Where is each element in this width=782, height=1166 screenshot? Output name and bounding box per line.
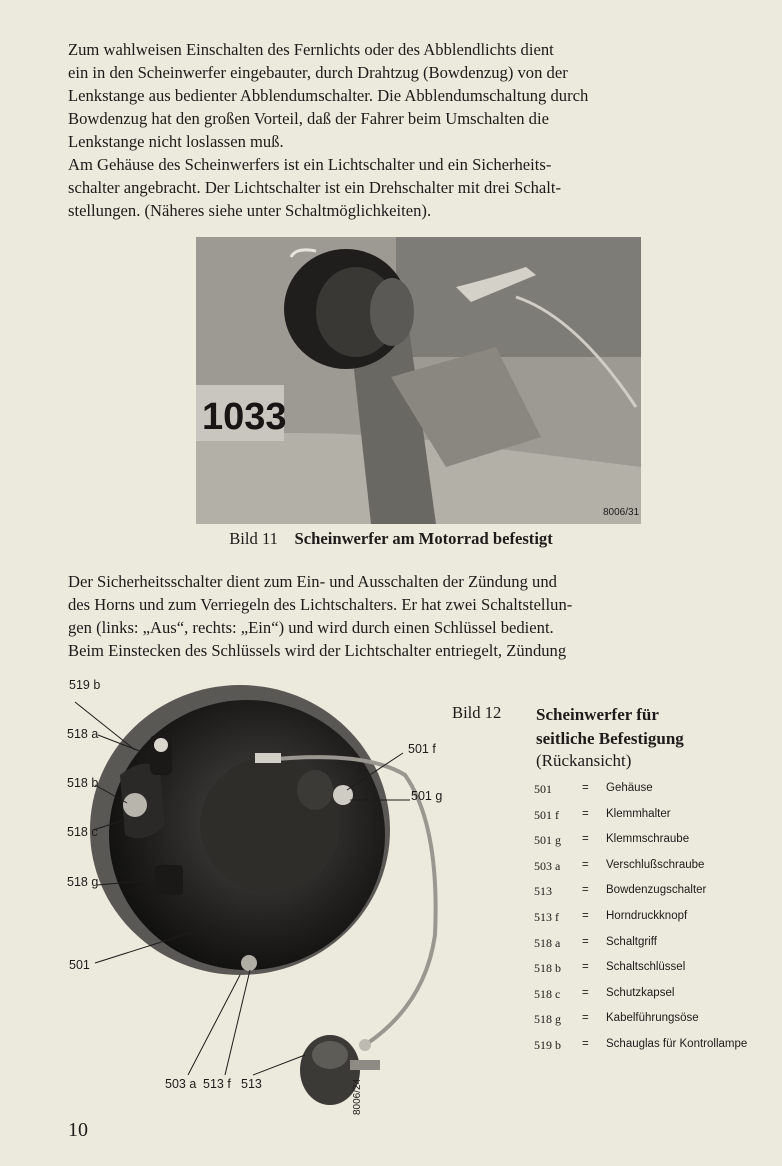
legend-code: 501 f [534,807,559,822]
figure-code: 8006/31 [603,507,640,518]
legend-equals: = [582,935,589,948]
text-line: Bowdenzug hat den großen Vorteil, daß der Fahrer beim Umschalten die [68,109,549,128]
legend-description: Klemmhalter [606,807,671,820]
text-line: Lenkstange nicht loslassen muß. [68,132,284,151]
legend-description: Verschlußschraube [606,858,705,871]
paragraph-abblendumschalter [68,38,748,153]
text-line: gen (links: „Aus“, rechts: „Ein“) und wird durch einen Schlüssel bedient. [68,618,554,637]
paragraph-lichtschalter [68,153,748,222]
label-501g: 501 g [411,789,443,803]
legend-equals: = [582,961,589,974]
legend-code: 518 g [534,1012,561,1027]
motorcycle-headlamp-photo [196,237,641,524]
caption-title-line: Scheinwerfer für [536,705,659,724]
label-501: 501 [69,958,90,972]
legend-description: Bowdenzugschalter [606,884,707,897]
legend-description: Gehäuse [606,782,653,794]
caption-title [536,703,684,751]
text-line: Zum wahlweisen Einschalten des Fernlichts oder des Abblendlichts dient [68,40,554,59]
caption-title-line: seitliche Befestigung [536,729,684,748]
paragraph-sicherheitsschalter [68,570,748,662]
text-line: schalter angebracht. Der Lichtschalter ist ein Drehschalter mit drei Schalt- [68,178,561,197]
caption-subtitle: (Rückansicht) [536,751,632,770]
text-line: Beim Einstecken des Schlüssels wird der Lichtschalter entriegelt, Zündung [68,641,567,660]
legend-code: 513 [534,884,552,899]
label-519b: 519 b [69,678,101,692]
label-503a: 503 a [165,1077,197,1091]
legend-equals: = [582,986,589,999]
legend-code: 501 g [534,833,561,848]
label-501f: 501 f [408,742,436,756]
legend-equals: = [582,833,589,846]
legend-description: Schaltschlüssel [606,961,686,974]
legend-description: Schaltgriff [606,935,657,948]
legend-equals: = [582,884,589,897]
legend-equals: = [582,910,589,922]
legend-code: 518 c [534,986,561,1001]
label-518g: 518 g [67,875,99,889]
text-line: Der Sicherheitsschalter dient zum Ein- und Ausschalten der Zündung und [68,572,557,591]
caption-number: Bild 11 [229,529,278,548]
text-line: ein in den Scheinwerfer eingebauter, durch Drahtzug (Bowdenzug) von der [68,63,568,82]
text-line: stellungen. (Näheres siehe unter Schaltmöglichkeiten). [68,201,432,220]
text-line: Lenkstange aus bedienter Abblendumschalter. Die Abblendumschaltung durch [68,86,589,105]
headlamp-rear-view-illustration [65,675,460,1120]
legend-equals: = [582,807,589,820]
legend-description: Schutzkapsel [606,986,675,999]
bowden-switch [300,1035,380,1105]
label-518c: 518 c [67,825,98,839]
legend-code: 501 [534,782,552,796]
headlamp-rear-view-figure [65,675,460,1120]
caption-number: Bild 12 [452,703,502,722]
label-518b: 518 b [67,776,99,790]
legend-description: Klemmschraube [606,833,690,846]
legend-code: 518 b [534,961,561,976]
legend-description: Schauglas für Kontrollampe [606,1038,748,1050]
legend-equals: = [582,782,589,794]
license-plate-number: 1033 [202,396,287,438]
page-number: 10 [68,1119,88,1141]
legend-code: 503 a [534,858,561,873]
legend-code: 519 b [534,1038,561,1052]
figure-code: 8006/24 [352,1078,363,1115]
legend-equals: = [582,1038,589,1050]
label-513: 513 [241,1077,262,1091]
motorcycle-headlamp-illustration [196,237,641,524]
text-line: Am Gehäuse des Scheinwerfers ist ein Lichtschalter und ein Sicherheits- [68,155,552,174]
legend-description: Kabelführungsöse [606,1012,699,1025]
legend-equals: = [582,858,589,871]
caption-title: Scheinwerfer am Motorrad befestigt [294,529,553,548]
figure-caption-bild-11 [0,529,782,549]
legend-description: Horndruckknopf [606,910,688,922]
legend-code: 513 f [534,910,559,924]
label-518a: 518 a [67,727,99,741]
legend-equals: = [582,1012,589,1025]
text-line: des Horns und zum Verriegeln des Lichtschalters. Er hat zwei Schaltstellun- [68,595,573,614]
label-513f: 513 f [203,1077,231,1091]
legend-code: 518 a [534,935,561,950]
